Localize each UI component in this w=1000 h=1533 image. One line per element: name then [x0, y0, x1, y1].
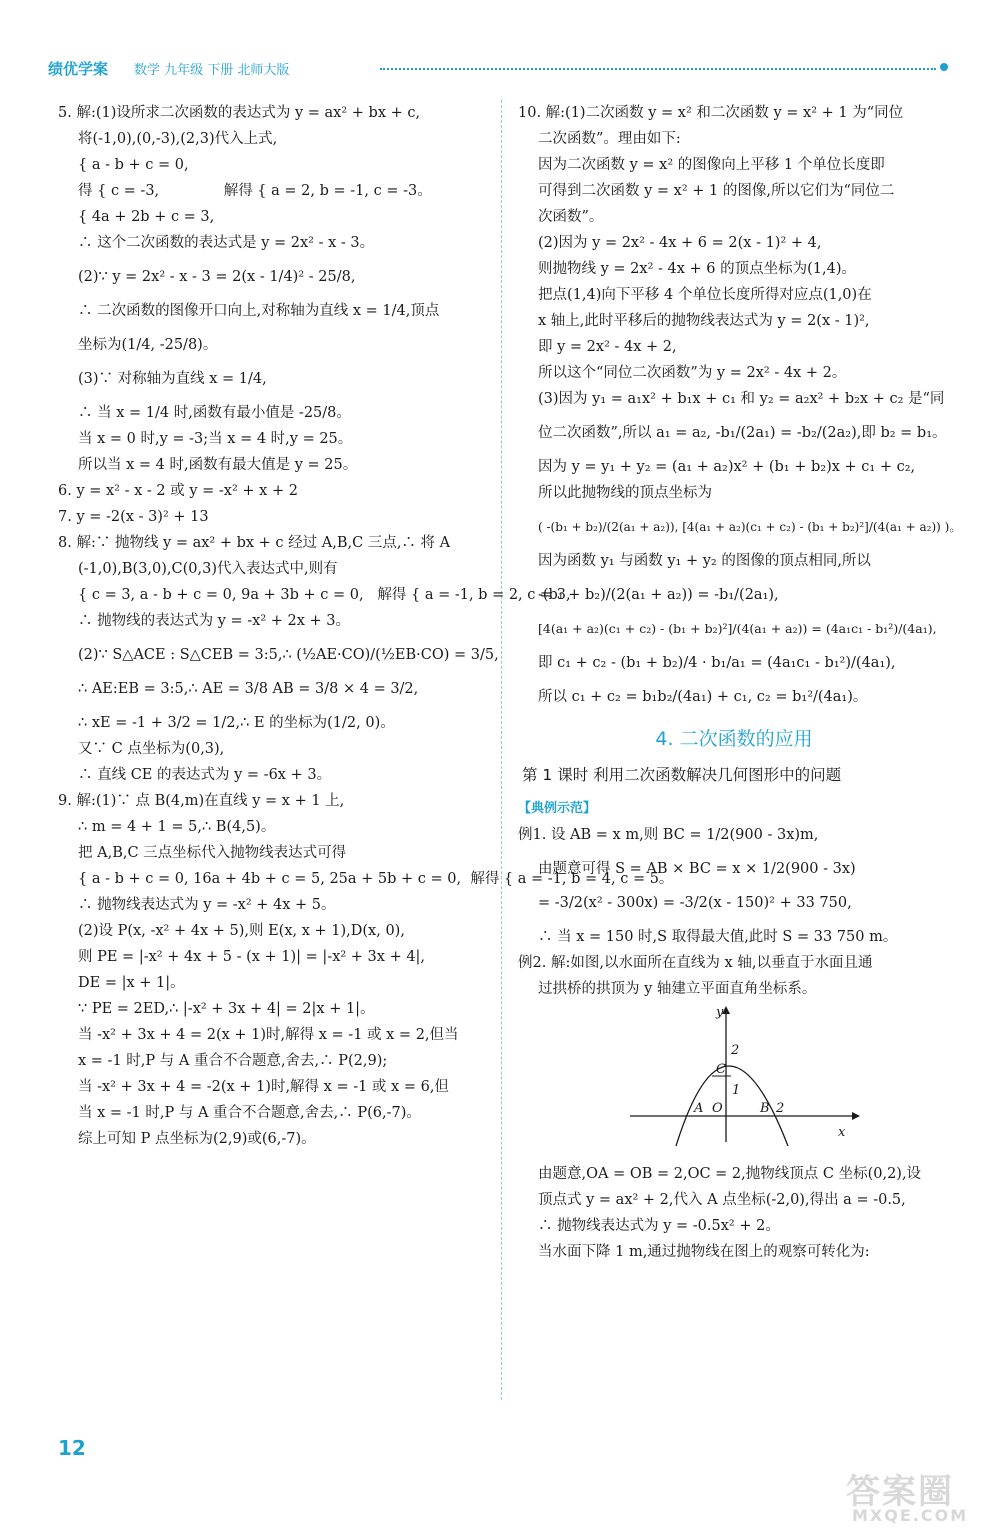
header-dotted-line	[380, 68, 936, 70]
text-line: ∵ PE = 2ED,∴ |-x² + 3x + 4| = 2|x + 1|。	[78, 1001, 375, 1017]
text-line: 5. 解:(1)设所求二次函数的表达式为 y = ax² + bx + c,	[58, 105, 421, 121]
text-line: 9. 解:(1)∵ 点 B(4,m)在直线 y = x + 1 上,	[58, 793, 345, 809]
watermark-top: 答案圈	[846, 1472, 954, 1512]
text-line: { c = 3, a - b + c = 0, 9a + 3b + c = 0, 解得 { a = -1, b = 2, c = 3,	[78, 587, 571, 603]
text-line: 即 y = 2x² - 4x + 2,	[538, 339, 677, 355]
page-number: 12	[58, 1436, 86, 1460]
text-line: 因为二次函数 y = x² 的图像向上平移 1 个单位长度即	[538, 157, 885, 173]
text-line: 把 A,B,C 三点坐标代入抛物线表达式可得	[78, 845, 347, 861]
right-column	[518, 100, 962, 1265]
lesson-title: 第 1 课时 利用二次函数解决几何图形中的问题	[522, 766, 842, 784]
text-line: 因为函数 y₁ 与函数 y₁ + y₂ 的图像的顶点相同,所以	[538, 553, 871, 569]
label-c: C	[716, 1062, 726, 1077]
text-line: 过拱桥的拱顶为 y 轴建立平面直角坐标系。	[538, 981, 817, 997]
text-line: ∴ xE = -1 + 3/2 = 1/2,∴ E 的坐标为(1/2, 0)。	[78, 715, 395, 731]
label-two-right: 2	[776, 1101, 785, 1116]
label-o: O	[712, 1101, 723, 1116]
text-line: { 4a + 2b + c = 3,	[78, 209, 215, 225]
text-line: ∴ AE:EB = 3:5,∴ AE = 3/8 AB = 3/8 × 4 = 3/2,	[78, 681, 419, 697]
text-line: (2)设 P(x, -x² + 4x + 5),则 E(x, x + 1),D(x, 0),	[78, 923, 405, 939]
label-two-top: 2	[731, 1043, 740, 1058]
header-dot-icon	[940, 63, 948, 71]
text-line: 7. y = -2(x - 3)² + 13	[58, 509, 209, 525]
text-line: 当 -x² + 3x + 4 = 2(x + 1)时,解得 x = -1 或 x = 2,但当	[78, 1027, 459, 1043]
text-line: 即 c₁ + c₂ - (b₁ + b₂)/4 · b₁/a₁ = (4a₁c₁ - b₁²)/(4a₁),	[538, 655, 896, 671]
text-line: (2)因为 y = 2x² - 4x + 6 = 2(x - 1)² + 4,	[538, 235, 822, 251]
parabola-curve	[676, 1066, 788, 1146]
brand-logo: 绩优学案	[48, 60, 109, 78]
watermark-bottom: MXQE.COM	[852, 1506, 969, 1525]
text-line: 可得到二次函数 y = x² + 1 的图像,所以它们为“同位二	[538, 183, 895, 199]
header-subtitle: 数学 九年级 下册 北师大版	[134, 63, 290, 78]
label-one: 1	[732, 1083, 741, 1098]
text-line: 当 x = 0 时,y = -3;当 x = 4 时,y = 25。	[78, 431, 353, 447]
text-line: 得 { c = -3, 解得 { a = 2, b = -1, c = -3。	[78, 183, 432, 199]
text-line: 当 x = -1 时,P 与 A 重合不合题意,舍去,∴ P(6,-7)。	[78, 1105, 421, 1121]
text-line: -(b₁ + b₂)/(2(a₁ + a₂)) = -b₁/(2a₁),	[538, 587, 779, 603]
text-line: ∴ m = 4 + 1 = 5,∴ B(4,5)。	[78, 819, 276, 835]
text-line: 例2. 解:如图,以水面所在直线为 x 轴,以垂直于水面且通	[518, 955, 873, 971]
text-line: 所以这个“同位二次函数”为 y = 2x² - 4x + 2。	[538, 365, 847, 381]
label-a: A	[694, 1101, 704, 1116]
text-line: { a - b + c = 0, 16a + 4b + c = 5, 25a + 5b + c = 0, 解得 { a = -1, b = 4, c = 5。	[78, 871, 674, 887]
section-title: 4. 二次函数的应用	[655, 728, 813, 750]
page-header	[40, 58, 960, 80]
text-line: 则抛物线 y = 2x² - 4x + 6 的顶点坐标为(1,4)。	[538, 261, 856, 277]
x-axis-label: x	[838, 1125, 846, 1140]
text-line: 坐标为(1/4, -25/8)。	[78, 337, 218, 353]
text-line: ( -(b₁ + b₂)/(2(a₁ + a₂)), [4(a₁ + a₂)(c₁ + c₂) - (b₁ + b₂)²]/(4(a₁ + a₂)) )。	[538, 520, 962, 534]
column-divider	[501, 100, 502, 1400]
text-line: 因为 y = y₁ + y₂ = (a₁ + a₂)x² + (b₁ + b₂)x + c₁ + c₂,	[538, 459, 916, 475]
text-line: 8. 解:∵ 抛物线 y = ax² + bx + c 经过 A,B,C 三点,∴ 将 A	[58, 535, 451, 551]
text-line: (2)∵ y = 2x² - x - 3 = 2(x - 1/4)² - 25/8,	[78, 269, 356, 285]
text-line: 当 -x² + 3x + 4 = -2(x + 1)时,解得 x = -1 或 x = 6,但	[78, 1079, 449, 1095]
text-line: 由题意,OA = OB = 2,OC = 2,抛物线顶点 C 坐标(0,2),设	[538, 1166, 922, 1182]
text-line: 把点(1,4)向下平移 4 个单位长度所得对应点(1,0)在	[538, 287, 872, 303]
text-line: (3)∵ 对称轴为直线 x = 1/4,	[78, 371, 267, 387]
text-line: 又∵ C 点坐标为(0,3),	[78, 741, 225, 757]
text-line: ∴ 这个二次函数的表达式是 y = 2x² - x - 3。	[78, 235, 375, 251]
text-line: DE = |x + 1|。	[78, 975, 185, 991]
text-line: ∴ 抛物线表达式为 y = -0.5x² + 2。	[538, 1218, 780, 1234]
text-line: (-1,0),B(3,0),C(0,3)代入表达式中,则有	[78, 561, 338, 577]
text-line: 综上可知 P 点坐标为(2,9)或(6,-7)。	[78, 1131, 316, 1147]
text-line: x 轴上,此时平移后的抛物线表达式为 y = 2(x - 1)²,	[538, 313, 870, 329]
text-line: (3)因为 y₁ = a₁x² + b₁x + c₁ 和 y₂ = a₂x² + b₂x + c₂ 是“同	[538, 391, 945, 407]
text-line: 次函数”。	[538, 209, 604, 225]
parabola-figure	[518, 1002, 950, 1152]
text-line: 则 PE = |-x² + 4x + 5 - (x + 1)| = |-x² + 3x + 4|,	[78, 949, 426, 965]
text-line: ∴ 抛物线表达式为 y = -x² + 4x + 5。	[78, 897, 336, 913]
y-axis-label: y	[716, 1005, 724, 1020]
text-line: 将(-1,0),(0,-3),(2,3)代入上式,	[78, 131, 278, 147]
text-line: 所以 c₁ + c₂ = b₁b₂/(4a₁) + c₁, c₂ = b₁²/(4a₁)。	[538, 689, 868, 705]
text-line: 所以此抛物线的顶点坐标为	[538, 485, 712, 501]
text-line: 所以当 x = 4 时,函数有最大值是 y = 25。	[78, 457, 358, 473]
text-line: ∴ 直线 CE 的表达式为 y = -6x + 3。	[78, 767, 332, 783]
text-line: 6. y = x² - x - 2 或 y = -x² + x + 2	[58, 483, 298, 499]
text-line: 二次函数”。理由如下:	[538, 131, 681, 147]
text-line: 当水面下降 1 m,通过抛物线在图上的观察可转化为:	[538, 1244, 870, 1260]
text-line: { a - b + c = 0,	[78, 157, 189, 173]
text-line: 位二次函数”,所以 a₁ = a₂, -b₁/(2a₁) = -b₂/(2a₂),即 b₂ = b₁。	[538, 425, 947, 441]
text-line: ∴ 当 x = 150 时,S 取得最大值,此时 S = 33 750 m。	[538, 929, 898, 945]
text-line: ∴ 当 x = 1/4 时,函数有最小值是 -25/8。	[78, 405, 351, 421]
text-line: 10. 解:(1)二次函数 y = x² 和二次函数 y = x² + 1 为“同位	[518, 105, 904, 121]
watermark-logo	[846, 1470, 986, 1526]
text-line: x = -1 时,P 与 A 重合不合题意,舍去,∴ P(2,9);	[78, 1053, 388, 1069]
label-b: B	[760, 1101, 770, 1116]
text-line: 顶点式 y = ax² + 2,代入 A 点坐标(-2,0),得出 a = -0.5,	[538, 1192, 906, 1208]
text-line: [4(a₁ + a₂)(c₁ + c₂) - (b₁ + b₂)²]/(4(a₁ + a₂)) = (4a₁c₁ - b₁²)/(4a₁),	[538, 621, 937, 636]
text-line: ∴ 抛物线的表达式为 y = -x² + 2x + 3。	[78, 613, 351, 629]
x-axis-arrow-icon	[852, 1112, 860, 1120]
text-line: 由题意可得 S = AB × BC = x × 1/2(900 - 3x)	[538, 861, 856, 877]
text-line: = -3/2(x² - 300x) = -3/2(x - 150)² + 33 750,	[538, 895, 852, 911]
text-line: 例1. 设 AB = x m,则 BC = 1/2(900 - 3x)m,	[518, 827, 819, 843]
text-line: (2)∵ S△ACE : S△CEB = 3:5,∴ (½AE·CO)/(½EB·CO) = 3/5,	[78, 647, 499, 663]
text-line: ∴ 二次函数的图像开口向上,对称轴为直线 x = 1/4,顶点	[78, 303, 440, 319]
example-badge: 【典例示范】	[518, 801, 597, 816]
